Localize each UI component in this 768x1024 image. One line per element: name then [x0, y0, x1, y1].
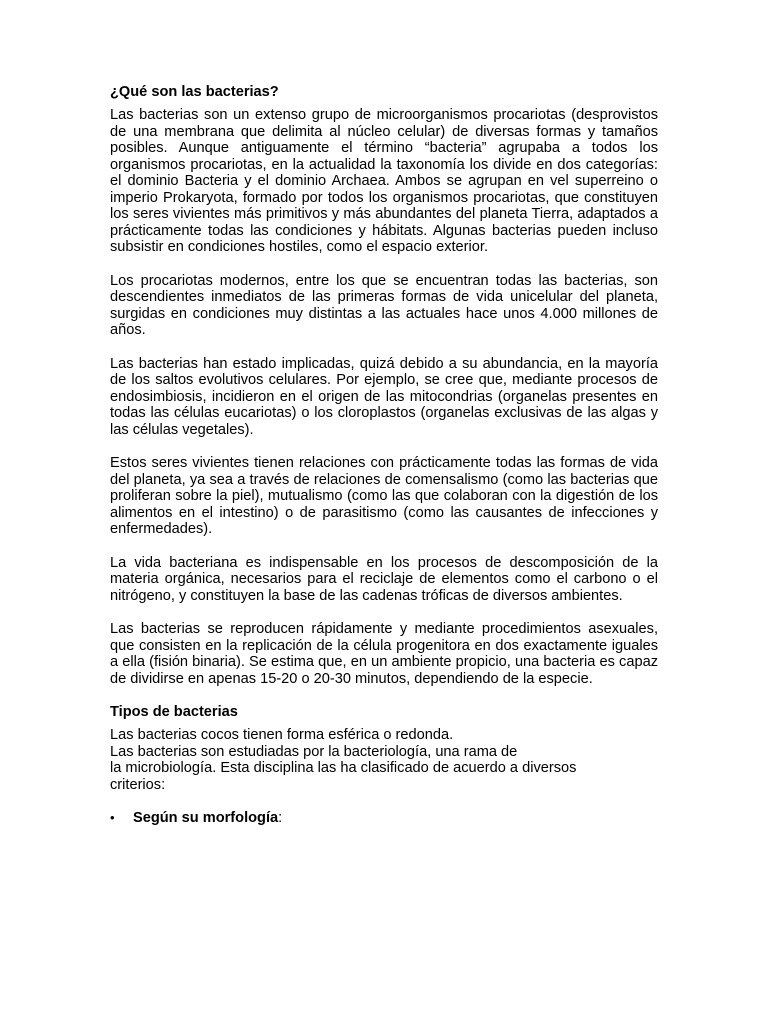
- document-body: [110, 84, 658, 827]
- list-item-suffix: :: [278, 810, 283, 826]
- paragraph-types: [110, 727, 658, 793]
- list-item: [110, 810, 658, 827]
- types-line: la microbiología. Esta disciplina las ha clasificado de acuerdo a diversos: [110, 760, 577, 776]
- paragraph-prokaryotes: Los procariotas modernos, entre los que se encuentran todas las bacterias, son descendientes inmediatos de las primeras formas de vida unicelular del planeta, surgidas en condiciones muy distintas a las actuales hace unos 4.000 millones de años.: [110, 272, 658, 338]
- types-line: Las bacterias son estudiadas por la bacteriología, una rama de: [110, 743, 518, 760]
- section-heading-what-are-bacteria: ¿Qué son las bacterias?: [110, 84, 279, 100]
- paragraph-definition: Las bacterias son un extenso grupo de microorganismos procariotas (desprovistos de una membrana que delimita al núcleo celular) de diversas formas y tamaños posibles. Aunque antiguamente el término “bacteria” agrupaba a todos los organismos procariotas, en la actualidad la taxonomía los divide en dos categorías: el dominio Bacteria y el dominio Archaea. Ambos se agrupan en vel superreino o imperio Prokaryota, formado por todos los organismos procariotas, que constituyen los seres vivientes más primitivos y más abundantes del planeta Tierra, adaptados a prácticamente todas las condiciones y hábitats. Algunas bacterias pueden incluso subsistir en condiciones hostiles, como el espacio exterior.: [110, 107, 658, 255]
- types-line: criterios:: [110, 776, 166, 793]
- paragraph-relationships: Estos seres vivientes tienen relaciones con prácticamente todas las formas de vida del planeta, ya sea a través de relaciones de comensalismo (como las bacterias que proliferan sobre la piel), mutualismo (como las que colaboran con la digestión de los alimentos en el intestino) o de parasitismo (como las causantes de infecciones y enfermedades).: [110, 455, 658, 537]
- paragraph-decomposition: La vida bacteriana es indispensable en los procesos de descomposición de la materia orgánica, necesarios para el reciclaje de elementos como el carbono o el nitrógeno, y constituyen la base de las cadenas tróficas de diversos ambientes.: [110, 554, 658, 604]
- paragraph-evolution: Las bacterias han estado implicadas, quizá debido a su abundancia, en la mayoría de los saltos evolutivos celulares. Por ejemplo, se cree que, mediante procesos de endosimbiosis, incidieron en el origen de las mitocondrias (organelas presentes en todas las células eucariotas) o los cloroplastos (organelas exclusivas de las algas y las células vegetales).: [110, 355, 658, 438]
- types-line: Las bacterias cocos tienen forma esférica o redonda.: [110, 727, 454, 743]
- list-item-label: Según su morfología: [133, 810, 279, 826]
- bullet-icon: •: [110, 810, 115, 825]
- criteria-list: [110, 810, 658, 827]
- section-heading-types: Tipos de bacterias: [110, 704, 238, 720]
- paragraph-reproduction: Las bacterias se reproducen rápidamente y mediante procedimientos asexuales, que consisten en la replicación de la célula progenitora en dos exactamente iguales a ella (fisión binaria). Se estima que, en un ambiente propicio, una bacteria es capaz de dividirse en apenas 15-20 o 20-30 minutos, dependiendo de la especie.: [110, 621, 658, 687]
